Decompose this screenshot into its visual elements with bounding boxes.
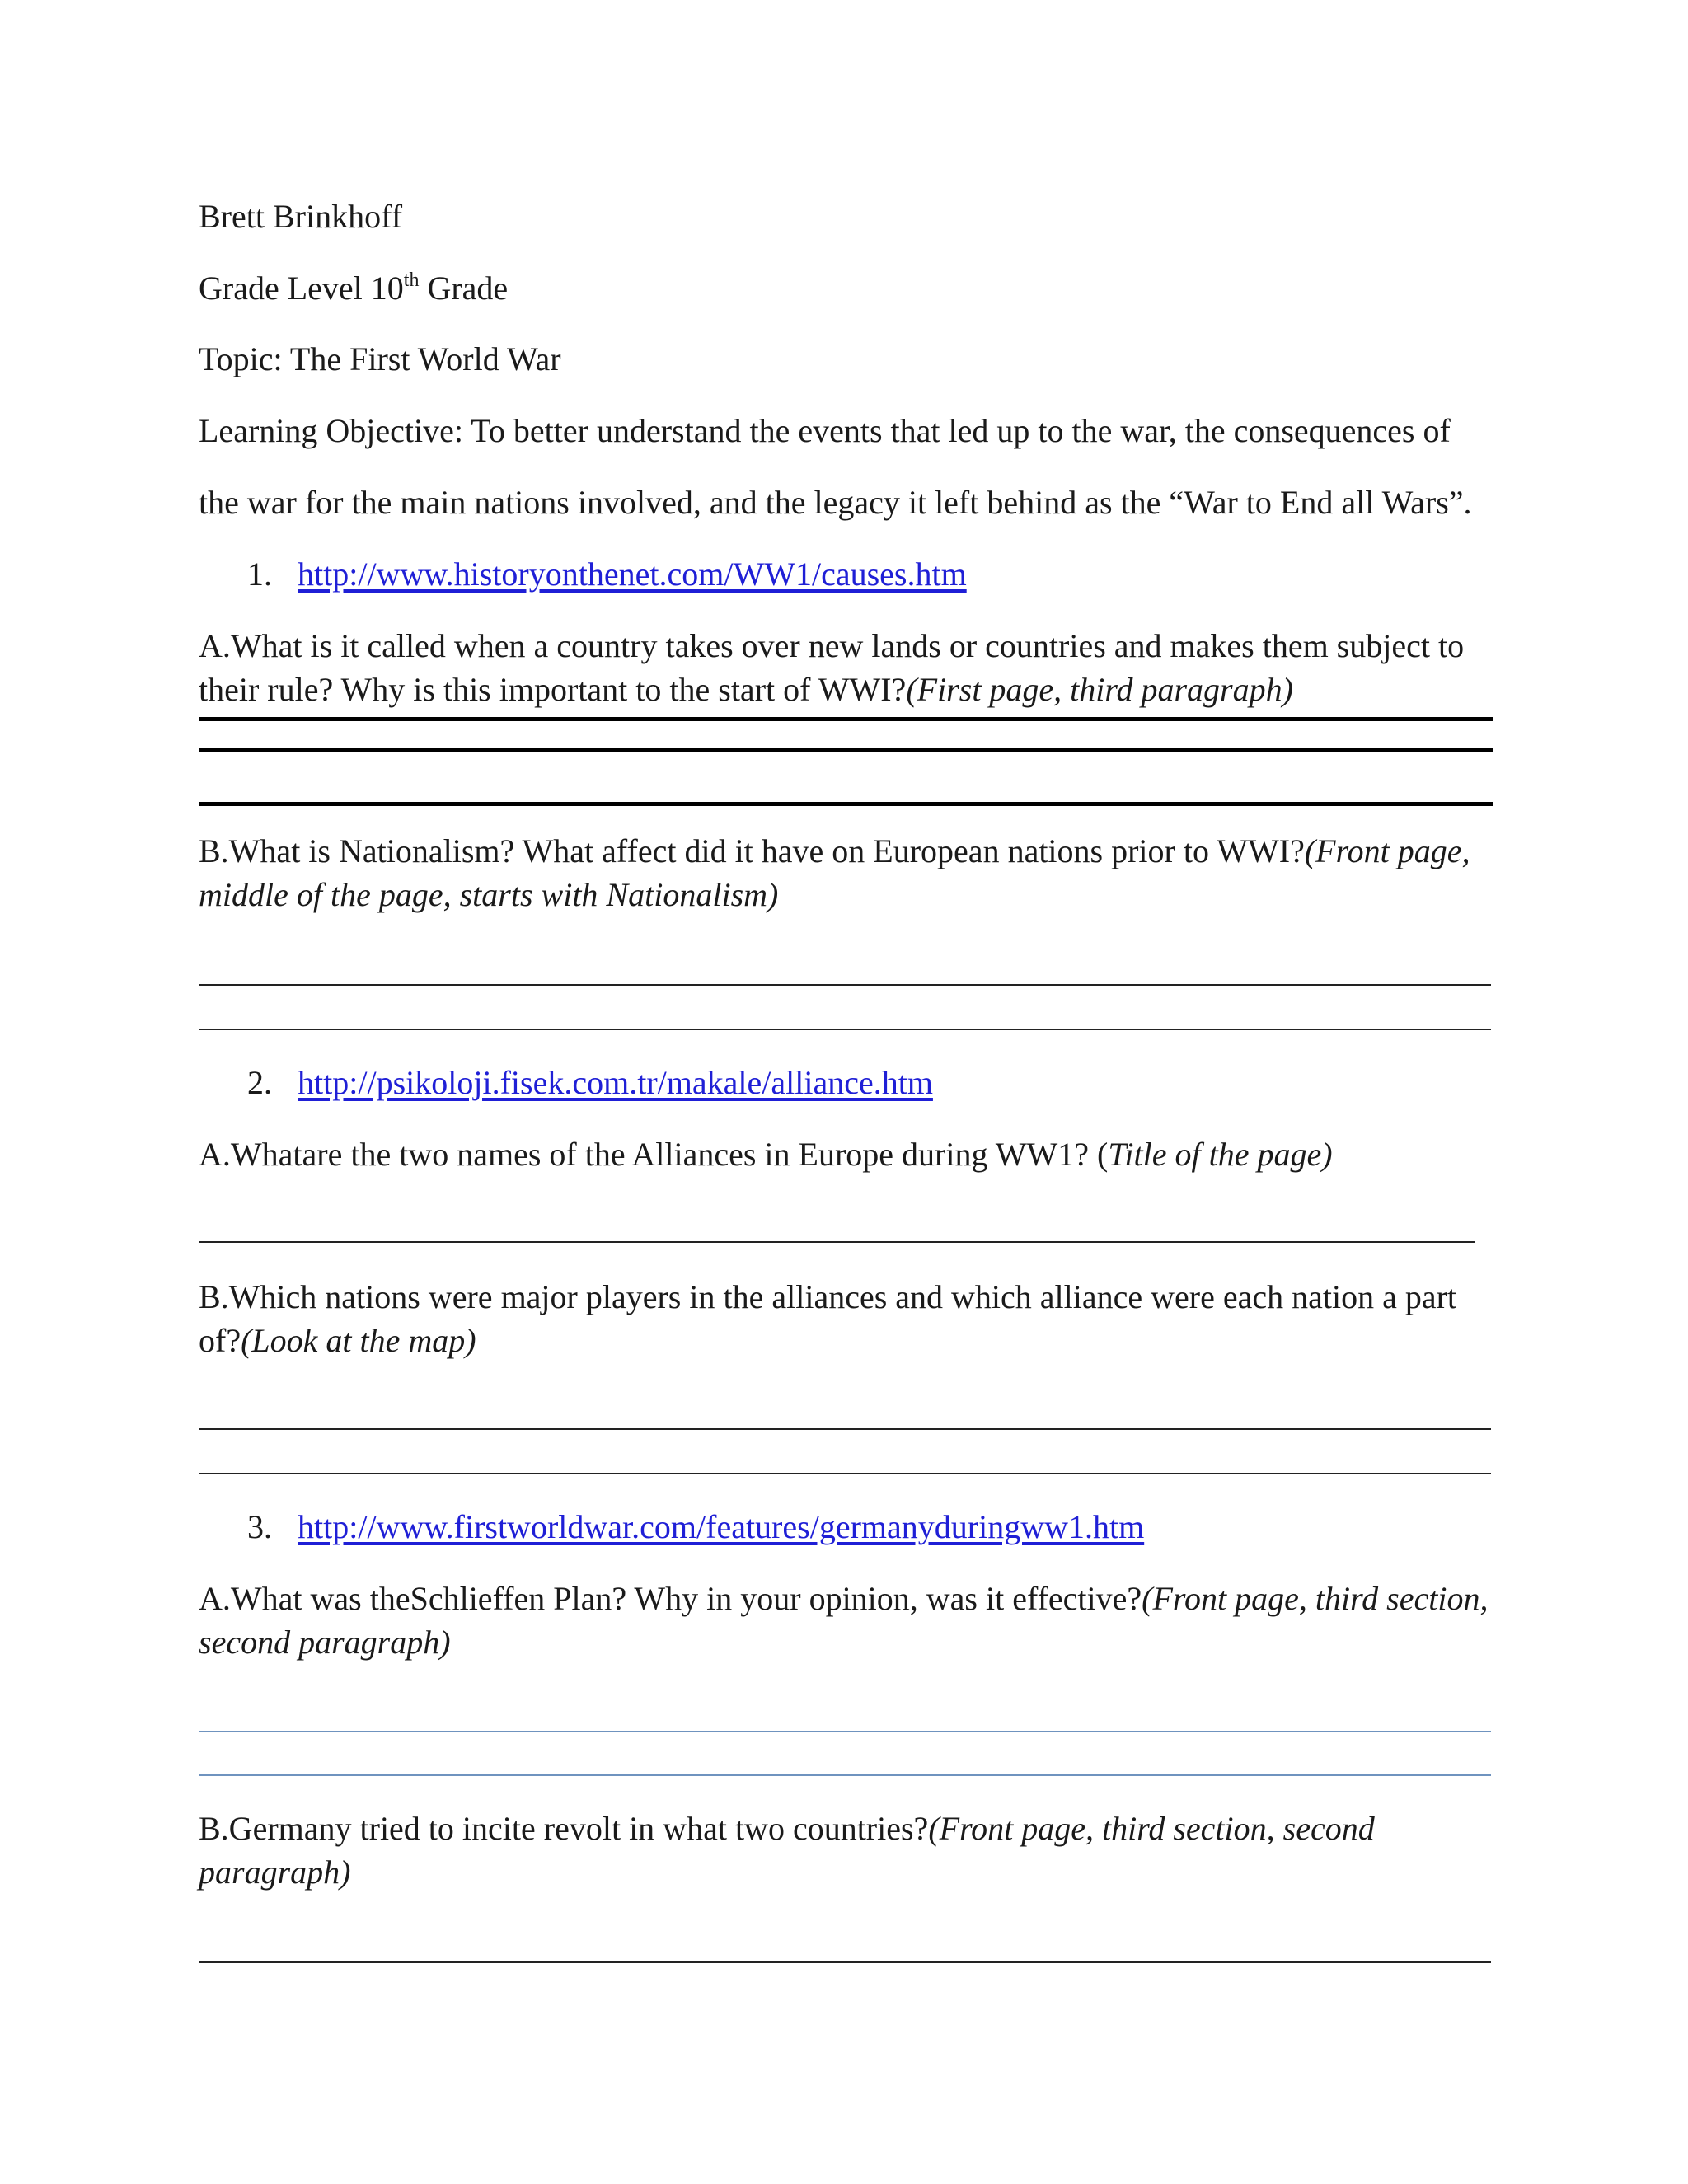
question-3b-hint: (Front page, third section, second paragraph) — [199, 1810, 1375, 1891]
learning-objective-line-2: the war for the main nations involved, and the legacy it left behind as the “War to End all Wars”. — [199, 484, 1472, 521]
question-1a-hint: (First page, third paragraph) — [906, 671, 1293, 708]
question-3a-hint: (Front page, third section, second paragraph) — [199, 1580, 1489, 1661]
question-2a — [199, 1132, 1493, 1176]
answer-line[interactable] — [199, 1029, 1491, 1030]
question-1a — [199, 624, 1493, 711]
answer-line[interactable] — [199, 802, 1493, 806]
grade-level-suffix: Grade — [419, 269, 509, 307]
answer-line[interactable] — [199, 1961, 1491, 1963]
question-1b-text: B.What is Nationalism? What affect did it have on European nations prior to WWI? — [199, 832, 1305, 869]
answer-line[interactable] — [199, 748, 1493, 752]
answer-line[interactable] — [199, 1428, 1491, 1430]
section-2-number: 2. — [247, 1064, 272, 1101]
topic: Topic: The First World War — [199, 340, 561, 377]
question-1b — [199, 829, 1493, 916]
answer-line[interactable] — [199, 1731, 1491, 1732]
section-1-number: 1. — [247, 555, 272, 593]
question-3b — [199, 1807, 1493, 1894]
question-3a — [199, 1577, 1493, 1664]
question-1b-hint: (Front page, middle of the page, starts with Nationalism) — [199, 832, 1470, 913]
question-1a-text: A.What is it called when a country takes over new lands or countries and makes them subject to their rule? Why is this important to the start of WWI? — [199, 627, 1465, 708]
grade-level-superscript: th — [403, 269, 420, 291]
section-3-number: 3. — [247, 1508, 272, 1545]
answer-line[interactable] — [199, 1241, 1475, 1243]
question-2a-text: A.Whatare the two names of the Alliances in Europe during WW1? ( — [199, 1136, 1109, 1173]
question-2b — [199, 1275, 1493, 1362]
grade-level — [199, 266, 508, 311]
section-1-link[interactable]: http://www.historyonthenet.com/WW1/causes.htm — [298, 555, 967, 593]
learning-objective-line-1: Learning Objective: To better understand the events that led up to the war, the consequences of — [199, 412, 1451, 449]
question-2a-hint: Title of the page) — [1108, 1136, 1333, 1173]
answer-line[interactable] — [199, 717, 1493, 721]
author-name: Brett Brinkhoff — [199, 198, 403, 235]
question-2b-text: B.Which nations were major players in the alliances and which alliance were each nation a part of? — [199, 1278, 1457, 1359]
question-3a-text: A.What was theSchlieffen Plan? Why in your opinion, was it effective? — [199, 1580, 1142, 1617]
section-3-link[interactable]: http://www.firstworldwar.com/features/germanyduringww1.htm — [298, 1508, 1145, 1545]
section-2-link[interactable]: http://psikoloji.fisek.com.tr/makale/alliance.htm — [298, 1064, 933, 1101]
question-3b-text: B.Germany tried to incite revolt in what two countries? — [199, 1810, 929, 1847]
grade-level-prefix: Grade Level 10 — [199, 269, 404, 307]
answer-line[interactable] — [199, 1473, 1491, 1474]
answer-line[interactable] — [199, 1774, 1491, 1776]
question-2b-hint: (Look at the map) — [241, 1322, 476, 1359]
answer-line[interactable] — [199, 984, 1491, 986]
